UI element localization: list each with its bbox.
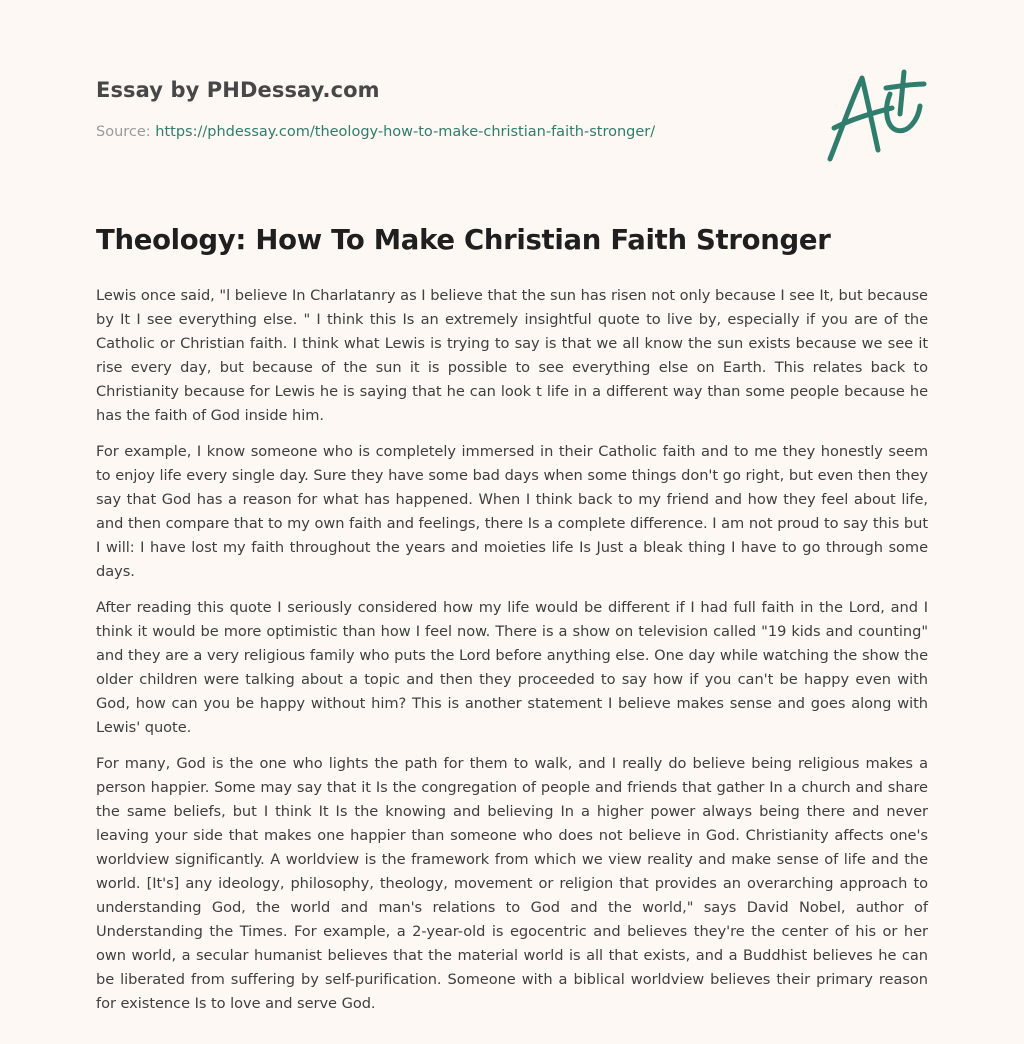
a-plus-icon [820, 64, 930, 164]
essay-paragraph: For many, God is the one who lights the path for them to walk, and I really do believe being religious makes a person happier. Some may say that it Is the congregation of people and friends that gather In a church and share the same beliefs, but I think It Is the knowing and believing In a higher power always being there and never leaving your side that makes one happier than someone who does not believe in God. Christianity affects one's worldview significantly. A worldview is the framework from which we view reality and make sense of life and the world. [It's] any ideology, philosophy, theology, movement or religion that provides an overarching approach to understanding God, the world and man's relations to God and the world," says David Nobel, author of Understanding the Times. For example, a 2-year-old is egocentric and believes they're the center of his or her own world, a secular humanist believes that the material world is all that exists, and a Buddhist believes he can be liberated from suffering by self-purification. Someone with a biblical worldview believes their primary reason for existence Is to love and serve God. [96, 755, 928, 1012]
brand-title: Essay by PHDessay.com [96, 78, 380, 102]
source-label: Source: [96, 124, 151, 140]
source-line [96, 124, 655, 140]
a-plus-logo-graphic [820, 64, 930, 164]
source-link[interactable]: https://phdessay.com/theology-how-to-make-christian-faith-stronger/ [155, 124, 656, 140]
essay-paragraph: Lewis once said, "l believe In Charlatanry as I believe that the sun has risen not only because I see It, but because by It I see everything else. " I think this Is an extremely insightful quote to live by, especially if you are of the Catholic or Christian faith. I think what Lewis is trying to say is that we all know the sun exists because we see it rise every day, but because of the sun it is possible to see everything else on Earth. This relates back to Christianity because for Lewis he is saying that he can look t life in a different way than some people because he has the faith of God inside him. [96, 287, 928, 424]
essay-paragraph: After reading this quote I seriously considered how my life would be different if I had full faith in the Lord, and I think it would be more optimistic than how I feel now. There is a show on television called "19 kids and counting" and they are a very religious family who puts the Lord before anything else. One day while watching the show the older children were talking about a topic and then they proceeded to say how if you can't be happy even with God, how can you be happy without him? This is another statement I believe makes sense and goes along with Lewis' quote. [96, 599, 928, 736]
essay-title: Theology: How To Make Christian Faith Stronger [96, 224, 831, 256]
page-header [96, 72, 928, 172]
essay-paragraph: For example, I know someone who is completely immersed in their Catholic faith and to me they honestly seem to enjoy life every single day. Sure they have some bad days when some things don't go right, but even then they say that God has a reason for what has happened. When I think back to my friend and how they feel about life, and then compare that to my own faith and feelings, there Is a complete difference. I am not proud to say this but I will: I have lost my faith throughout the years and moieties life Is Just a bleak thing I have to go through some days. [96, 443, 928, 580]
essay-body [96, 284, 928, 1028]
